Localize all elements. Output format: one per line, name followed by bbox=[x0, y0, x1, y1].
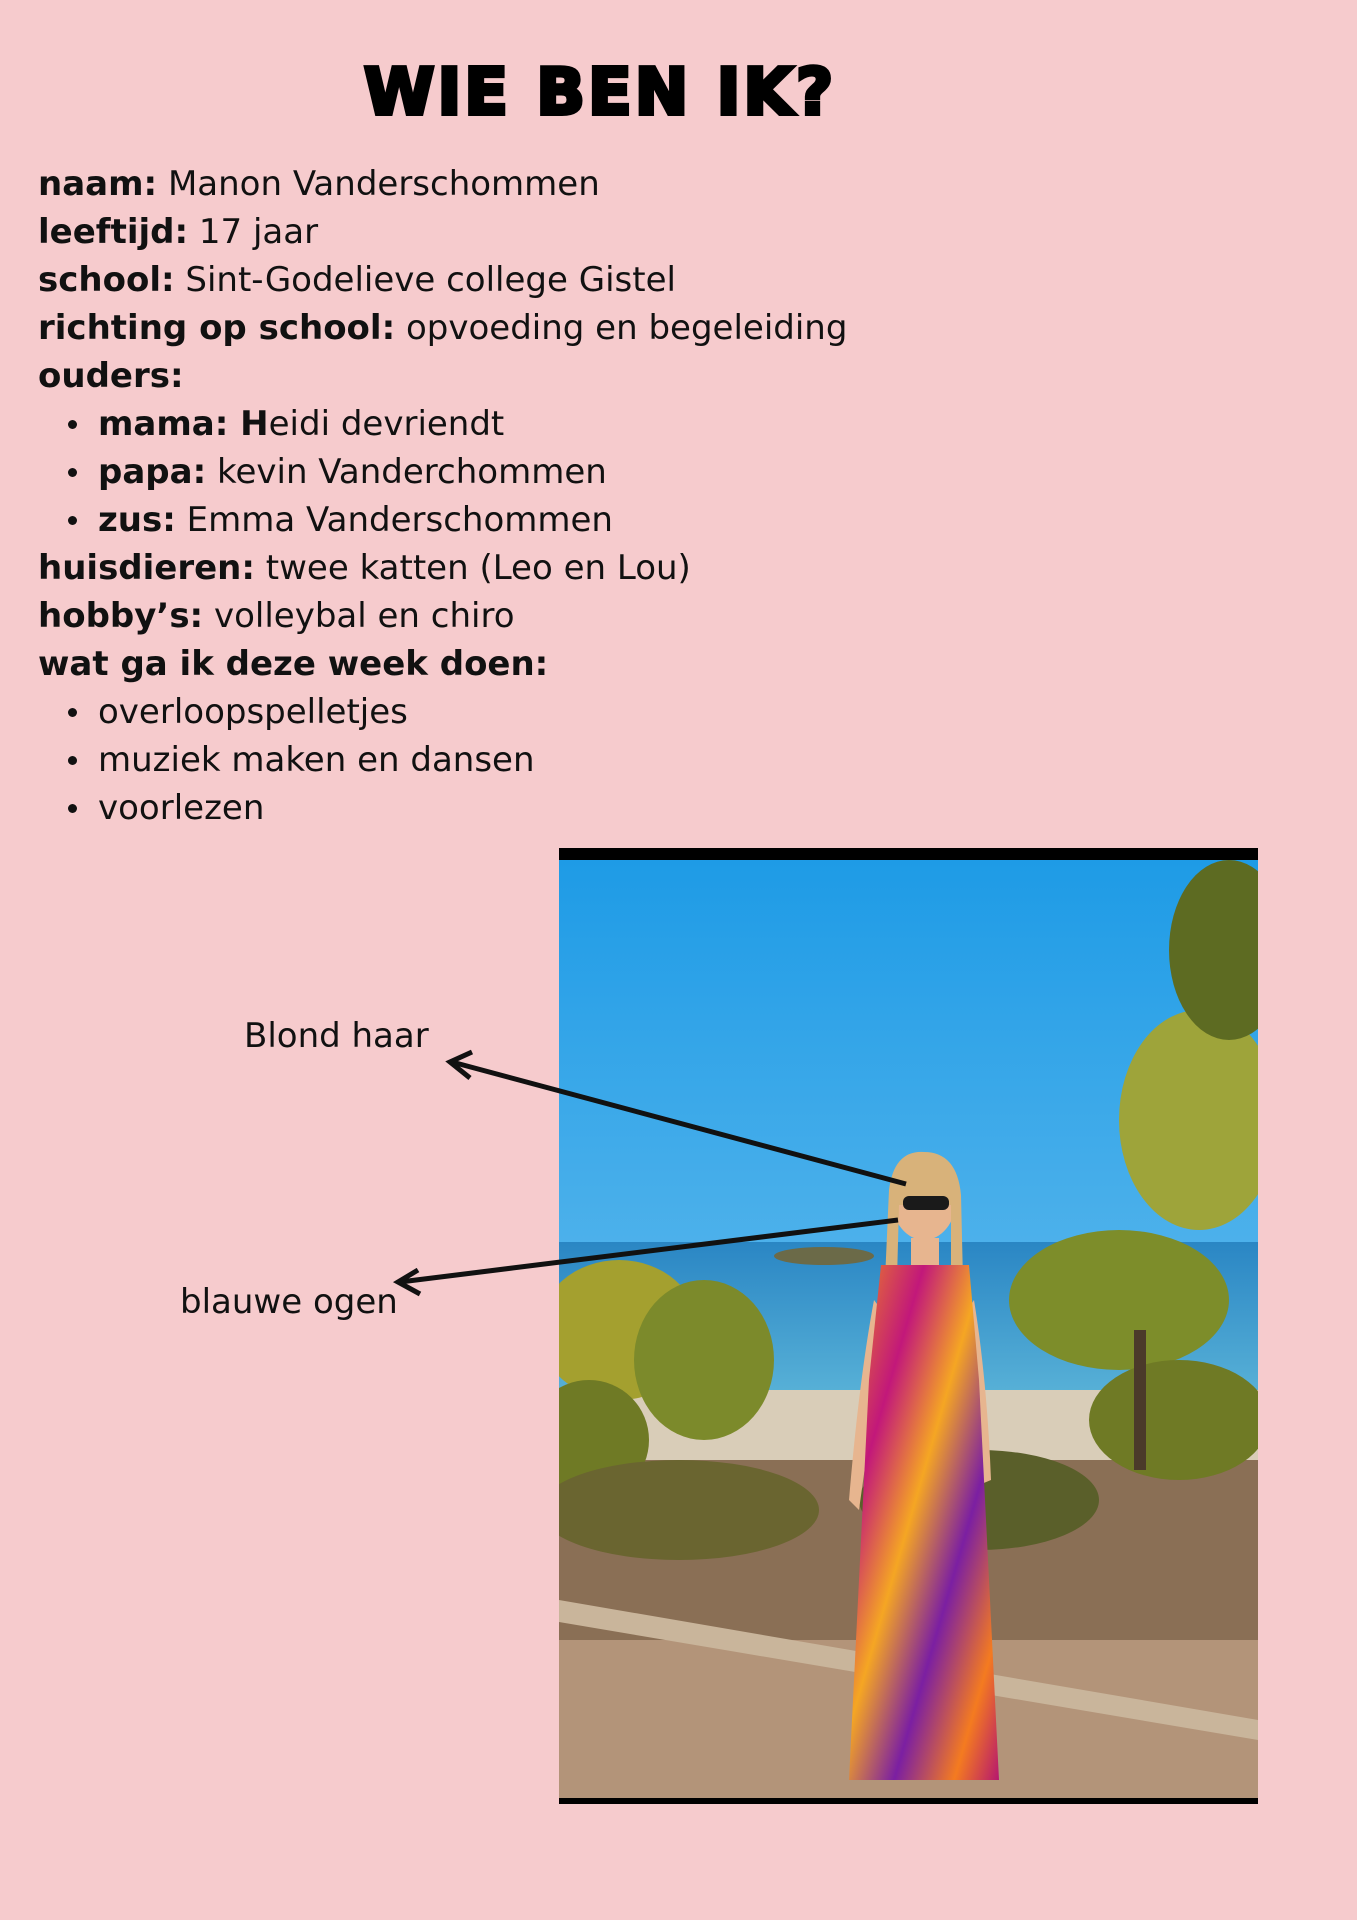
info-naam: naam: Manon Vanderschommen bbox=[38, 164, 600, 204]
info-papa: papa: kevin Vanderchommen bbox=[38, 448, 847, 496]
info-leeftijd: leeftijd: 17 jaar bbox=[38, 212, 319, 252]
info-hobbys: hobby’s: volleybal en chiro bbox=[38, 596, 515, 636]
activity-item: muziek maken en dansen bbox=[38, 736, 847, 784]
hair-label: Blond haar bbox=[244, 1016, 429, 1056]
info-school: school: Sint-Godelieve college Gistel bbox=[38, 260, 676, 300]
hair-arrow bbox=[452, 1062, 906, 1184]
info-ouders: ouders: bbox=[38, 356, 184, 396]
eyes-label: blauwe ogen bbox=[180, 1282, 398, 1322]
eyes-arrow bbox=[400, 1220, 898, 1282]
info-week: wat ga ik deze week doen: bbox=[38, 644, 549, 684]
info-mama: mama: Heidi devriendt bbox=[38, 400, 847, 448]
info-huisdieren: huisdieren: twee katten (Leo en Lou) bbox=[38, 548, 691, 588]
info-zus: zus: Emma Vanderschommen bbox=[38, 496, 847, 544]
info-richting: richting op school: opvoeding en begeleiding bbox=[38, 308, 848, 348]
activity-item: voorlezen bbox=[38, 784, 847, 832]
activity-item: overloopspelletjes bbox=[38, 688, 847, 736]
page-title: WIE BEN IK? bbox=[363, 56, 837, 130]
